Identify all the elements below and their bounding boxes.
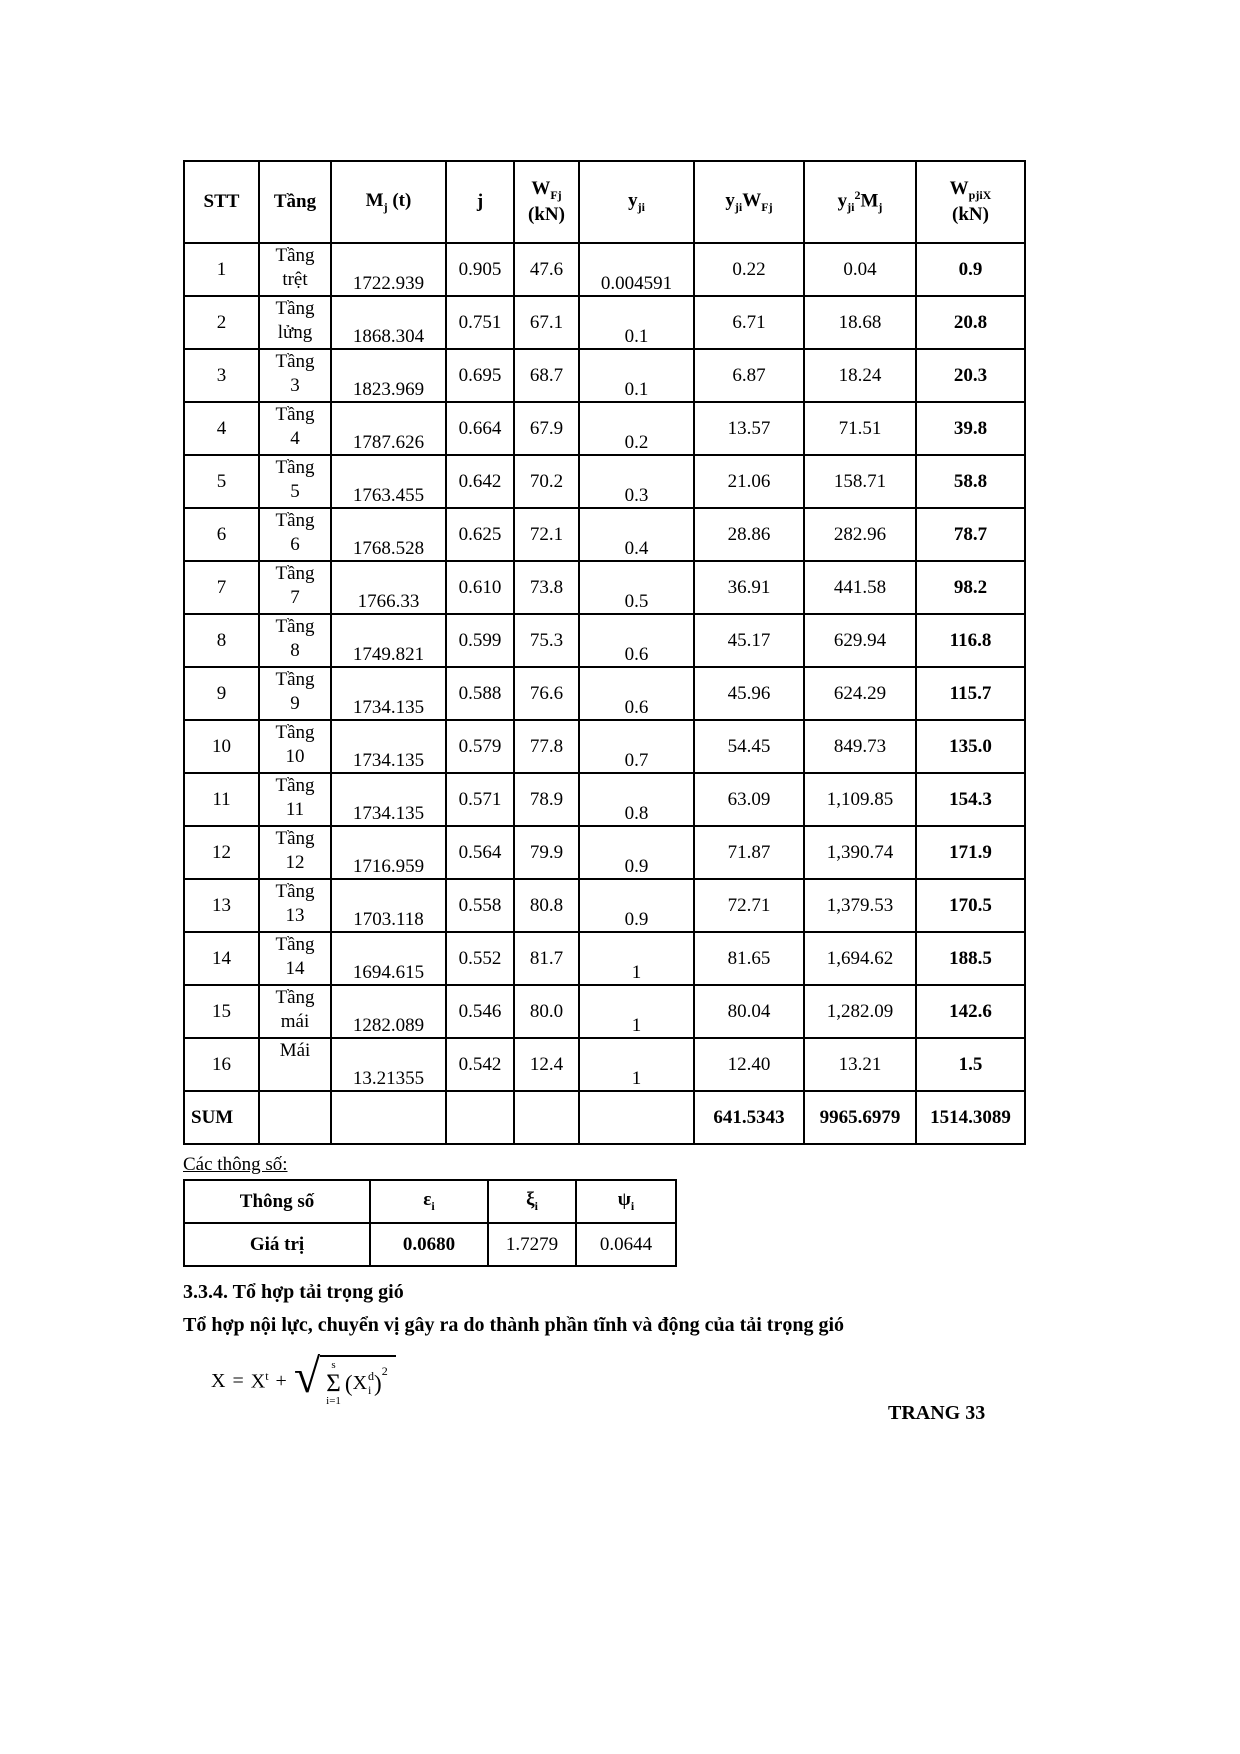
table-cell: 54.45 xyxy=(694,720,804,773)
table-cell: 0.558 xyxy=(446,879,514,932)
table-cell: Tầng 10 xyxy=(259,720,331,773)
wind-load-table xyxy=(183,160,1026,1145)
params-table xyxy=(183,1179,677,1267)
table-cell: 282.96 xyxy=(804,508,916,561)
table-cell: 0.8 xyxy=(579,773,694,826)
table-row xyxy=(184,296,1025,349)
table-cell: 1787.626 xyxy=(331,402,446,455)
table-cell: 0.9 xyxy=(579,826,694,879)
table-cell: 10 xyxy=(184,720,259,773)
table-cell: 45.96 xyxy=(694,667,804,720)
table-cell: 0.4 xyxy=(579,508,694,561)
table-cell: 7 xyxy=(184,561,259,614)
table-cell: Tầng 6 xyxy=(259,508,331,561)
table-cell: 0.3 xyxy=(579,455,694,508)
col-header-j: j xyxy=(446,161,514,243)
table-cell: 0.04 xyxy=(804,243,916,296)
table-cell: 1734.135 xyxy=(331,720,446,773)
table-row xyxy=(184,879,1025,932)
table-cell: 624.29 xyxy=(804,667,916,720)
table-cell: 3 xyxy=(184,349,259,402)
table-cell: 13.21 xyxy=(804,1038,916,1091)
table-row xyxy=(184,932,1025,985)
table-cell: 18.24 xyxy=(804,349,916,402)
summation: s Σ i=1 xyxy=(326,1359,341,1407)
table-cell: 80.04 xyxy=(694,985,804,1038)
table-cell: 1 xyxy=(579,985,694,1038)
table-cell: 1,282.09 xyxy=(804,985,916,1038)
table-cell: SUM xyxy=(184,1091,259,1144)
wind-combination-formula xyxy=(211,1350,1024,1407)
table-cell: 80.0 xyxy=(514,985,579,1038)
table-cell: 154.3 xyxy=(916,773,1025,826)
table-cell: 629.94 xyxy=(804,614,916,667)
table-cell: 441.58 xyxy=(804,561,916,614)
table-cell: 0.7 xyxy=(579,720,694,773)
table-cell: 0.588 xyxy=(446,667,514,720)
table-cell: Tầng 12 xyxy=(259,826,331,879)
table-cell: 9 xyxy=(184,667,259,720)
table-cell: 1734.135 xyxy=(331,667,446,720)
table-cell: 1,379.53 xyxy=(804,879,916,932)
table-cell: 115.7 xyxy=(916,667,1025,720)
table-cell: 16 xyxy=(184,1038,259,1091)
table-cell: 0.546 xyxy=(446,985,514,1038)
col-header-yji: $y_{ji}$ xyxy=(579,161,694,243)
table-cell: 20.3 xyxy=(916,349,1025,402)
plus-sign: + xyxy=(275,1369,287,1392)
table-cell: 13 xyxy=(184,879,259,932)
table-row xyxy=(184,402,1025,455)
table-cell: 78.9 xyxy=(514,773,579,826)
table-cell: 81.65 xyxy=(694,932,804,985)
table-cell: 13.57 xyxy=(694,402,804,455)
table-cell: 6 xyxy=(184,508,259,561)
table-cell: Tầng 3 xyxy=(259,349,331,402)
table-cell: 0.9 xyxy=(579,879,694,932)
table-cell: 71.51 xyxy=(804,402,916,455)
table-cell: 0.625 xyxy=(446,508,514,561)
table-cell: Tầng 13 xyxy=(259,879,331,932)
table-cell: 1,694.62 xyxy=(804,932,916,985)
table-cell: 188.5 xyxy=(916,932,1025,985)
col-header-wfj: $W_{Fj}$ (kN) xyxy=(514,161,579,243)
table-cell: 6.71 xyxy=(694,296,804,349)
table-cell: 1 xyxy=(579,932,694,985)
params-header-psi: $\psi_i$ xyxy=(576,1180,676,1223)
table-cell: 47.6 xyxy=(514,243,579,296)
table-cell: 20.8 xyxy=(916,296,1025,349)
table-cell: 1716.959 xyxy=(331,826,446,879)
table-cell: 14 xyxy=(184,932,259,985)
table-row xyxy=(184,667,1025,720)
table-cell: 81.7 xyxy=(514,932,579,985)
params-xi-value: 1.7279 xyxy=(488,1223,576,1266)
table-cell: 9965.6979 xyxy=(804,1091,916,1144)
section-body-text: Tổ hợp nội lực, chuyển vị gây ra do thành phần tĩnh và động của tải trọng gió xyxy=(183,1314,844,1336)
table-cell: 0.642 xyxy=(446,455,514,508)
table-cell: 15 xyxy=(184,985,259,1038)
table-cell: 158.71 xyxy=(804,455,916,508)
page-number: TRANG 33 xyxy=(888,1402,986,1424)
radicand: s Σ i=1 ( X d i ) 2 xyxy=(320,1355,396,1407)
table-cell: 1703.118 xyxy=(331,879,446,932)
table-cell: 0.610 xyxy=(446,561,514,614)
table-cell: 58.8 xyxy=(916,455,1025,508)
sum-row xyxy=(184,1091,1025,1144)
col-header-stt: STT xyxy=(184,161,259,243)
table-cell: 1694.615 xyxy=(331,932,446,985)
table-cell: 0.6 xyxy=(579,667,694,720)
table-cell: 0.695 xyxy=(446,349,514,402)
table-cell xyxy=(446,1091,514,1144)
table-cell: 1768.528 xyxy=(331,508,446,561)
table-cell: 11 xyxy=(184,773,259,826)
table-cell: 80.8 xyxy=(514,879,579,932)
table-cell: Tầng 11 xyxy=(259,773,331,826)
params-value-row xyxy=(184,1223,676,1266)
table-cell: 0.5 xyxy=(579,561,694,614)
table-cell: 0.1 xyxy=(579,349,694,402)
table-cell: 78.7 xyxy=(916,508,1025,561)
table-cell: 1868.304 xyxy=(331,296,446,349)
sub-sup-stack: d i xyxy=(368,1369,375,1397)
equals-sign: = xyxy=(232,1369,244,1392)
table-cell: Tầng 7 xyxy=(259,561,331,614)
table-cell: 1823.969 xyxy=(331,349,446,402)
table-cell: 36.91 xyxy=(694,561,804,614)
table-cell: Mái xyxy=(259,1038,331,1091)
section-heading: 3.3.4. Tổ hợp tải trọng gió xyxy=(183,1281,404,1303)
table-row xyxy=(184,826,1025,879)
table-cell: 0.751 xyxy=(446,296,514,349)
table-cell: 0.599 xyxy=(446,614,514,667)
table-row xyxy=(184,455,1025,508)
table-cell: 12.4 xyxy=(514,1038,579,1091)
table-cell: 0.1 xyxy=(579,296,694,349)
table-cell: 1.5 xyxy=(916,1038,1025,1091)
table-cell: 72.1 xyxy=(514,508,579,561)
table-cell: Tầng 4 xyxy=(259,402,331,455)
table-cell: 39.8 xyxy=(916,402,1025,455)
square-root xyxy=(293,1350,396,1407)
table-cell: 63.09 xyxy=(694,773,804,826)
table-cell: Tầng 14 xyxy=(259,932,331,985)
table-cell: Tầng 8 xyxy=(259,614,331,667)
table-cell: Tầng lửng xyxy=(259,296,331,349)
table-cell: 135.0 xyxy=(916,720,1025,773)
table-cell: 73.8 xyxy=(514,561,579,614)
table-cell: 1,390.74 xyxy=(804,826,916,879)
table-cell: 72.71 xyxy=(694,879,804,932)
table-cell: 0.542 xyxy=(446,1038,514,1091)
table-row xyxy=(184,614,1025,667)
params-caption: Các thông số: xyxy=(183,1154,288,1175)
params-row-label: Giá trị xyxy=(184,1223,370,1266)
table-cell: 1282.089 xyxy=(331,985,446,1038)
table-cell: 98.2 xyxy=(916,561,1025,614)
table-row xyxy=(184,349,1025,402)
table-cell: 18.68 xyxy=(804,296,916,349)
table-cell: 0.905 xyxy=(446,243,514,296)
table-row xyxy=(184,720,1025,773)
table-cell: 142.6 xyxy=(916,985,1025,1038)
params-psi-value: 0.0644 xyxy=(576,1223,676,1266)
col-header-wpjix: $W_{pjiX}$ (kN) xyxy=(916,161,1025,243)
table-cell: 67.9 xyxy=(514,402,579,455)
table-row xyxy=(184,773,1025,826)
table-cell: 79.9 xyxy=(514,826,579,879)
table-cell: 75.3 xyxy=(514,614,579,667)
params-header-epsilon: $\varepsilon_i$ xyxy=(370,1180,488,1223)
table-cell xyxy=(259,1091,331,1144)
table-cell: 21.06 xyxy=(694,455,804,508)
params-header-label: Thông số xyxy=(184,1180,370,1223)
sigma-symbol: Σ xyxy=(326,1370,341,1397)
table-cell: 1,109.85 xyxy=(804,773,916,826)
col-header-tang: Tầng xyxy=(259,161,331,243)
table-cell: 0.2 xyxy=(579,402,694,455)
table-row xyxy=(184,508,1025,561)
table-cell: 12 xyxy=(184,826,259,879)
table-cell: 0.664 xyxy=(446,402,514,455)
col-header-yjiwfj: $y_{ji}W_{Fj}$ xyxy=(694,161,804,243)
page-content xyxy=(183,160,1024,1407)
table-header xyxy=(184,161,1025,243)
table-cell: 28.86 xyxy=(694,508,804,561)
table-cell: 2 xyxy=(184,296,259,349)
table-cell: 1722.939 xyxy=(331,243,446,296)
table-cell: 12.40 xyxy=(694,1038,804,1091)
table-cell: 4 xyxy=(184,402,259,455)
table-cell: 1514.3089 xyxy=(916,1091,1025,1144)
table-cell: 0.22 xyxy=(694,243,804,296)
table-cell: 1734.135 xyxy=(331,773,446,826)
radical-sign: √ xyxy=(293,1350,321,1403)
table-cell: Tầng mái xyxy=(259,985,331,1038)
table-row xyxy=(184,985,1025,1038)
table-cell: 77.8 xyxy=(514,720,579,773)
table-cell: Tầng 5 xyxy=(259,455,331,508)
params-header-row xyxy=(184,1180,676,1223)
table-cell: 170.5 xyxy=(916,879,1025,932)
table-cell: 71.87 xyxy=(694,826,804,879)
table-cell: 1 xyxy=(184,243,259,296)
table-cell: 0.579 xyxy=(446,720,514,773)
table-cell: 13.21355 xyxy=(331,1038,446,1091)
table-row xyxy=(184,1038,1025,1091)
table-cell: 0.6 xyxy=(579,614,694,667)
table-cell: 116.8 xyxy=(916,614,1025,667)
table-cell xyxy=(579,1091,694,1144)
table-cell: 0.571 xyxy=(446,773,514,826)
table-cell: 67.1 xyxy=(514,296,579,349)
table-cell: 76.6 xyxy=(514,667,579,720)
table-cell: 1766.33 xyxy=(331,561,446,614)
table-cell xyxy=(331,1091,446,1144)
table-row xyxy=(184,561,1025,614)
table-cell: 8 xyxy=(184,614,259,667)
params-header-xi: $\xi_i$ xyxy=(488,1180,576,1223)
table-cell: 0.552 xyxy=(446,932,514,985)
table-cell: 45.17 xyxy=(694,614,804,667)
table-cell: 6.87 xyxy=(694,349,804,402)
table-cell: 1749.821 xyxy=(331,614,446,667)
table-row xyxy=(184,243,1025,296)
col-header-yji2mj: $y_{ji}^2M_j$ xyxy=(804,161,916,243)
table-cell: 849.73 xyxy=(804,720,916,773)
table-cell: Tầng trệt xyxy=(259,243,331,296)
table-cell: 0.004591 xyxy=(579,243,694,296)
table-body xyxy=(184,243,1025,1144)
formula-static-term: $X^t$ xyxy=(250,1368,269,1393)
table-cell: 1763.455 xyxy=(331,455,446,508)
params-epsilon-value: 0.0680 xyxy=(370,1223,488,1266)
table-cell: 70.2 xyxy=(514,455,579,508)
table-cell: 0.9 xyxy=(916,243,1025,296)
table-cell: 1 xyxy=(579,1038,694,1091)
formula-lhs: X xyxy=(211,1369,226,1392)
table-cell: 5 xyxy=(184,455,259,508)
table-cell: 641.5343 xyxy=(694,1091,804,1144)
col-header-mj: $M_j$ (t) xyxy=(331,161,446,243)
header-row xyxy=(184,161,1025,243)
table-cell xyxy=(514,1091,579,1144)
table-cell: 171.9 xyxy=(916,826,1025,879)
table-cell: 0.564 xyxy=(446,826,514,879)
table-cell: Tầng 9 xyxy=(259,667,331,720)
table-cell: 68.7 xyxy=(514,349,579,402)
